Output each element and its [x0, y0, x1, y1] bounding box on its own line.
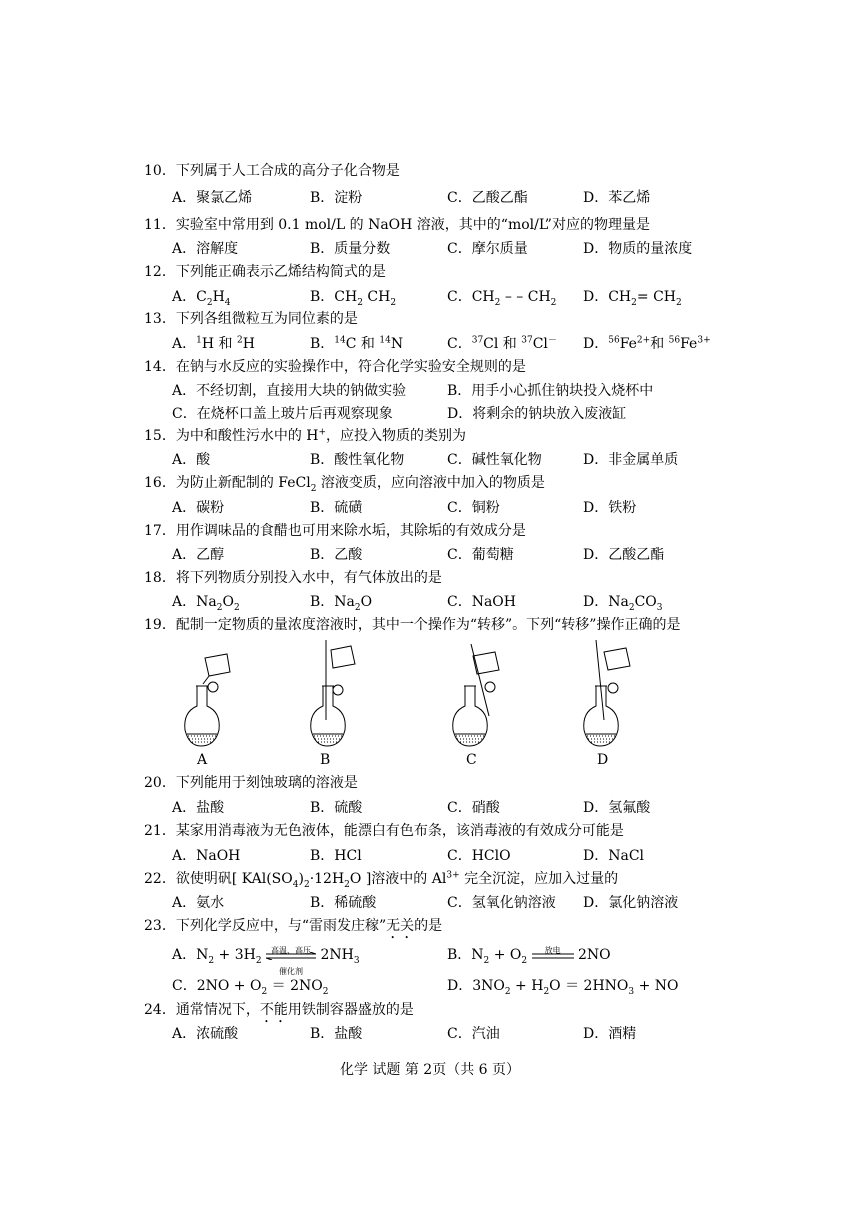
- q13-option-c: C．$^{37}$Cl 和 $^{37}$Cl－: [447, 335, 557, 352]
- question-22: 22．欲使明矾[ $KAl(SO_4)_2\cdot 12H_2O$ ]溶液中的 $Al^{3+}$ 完全沉淀，应加入过量的: [144, 870, 619, 890]
- q22-option-d: D．氯化钠溶液: [583, 895, 679, 911]
- page-footer: 化学 试题 第 2页（共 6 页）: [339, 1062, 521, 1078]
- figure-label-a: A: [197, 752, 208, 768]
- q14-option-a: A．不经切割，直接用大块的钠做实验: [172, 383, 407, 399]
- q14-option-d: D．将剩余的钠块放入废液缸: [447, 406, 627, 422]
- reversible-arrow-icon: [266, 946, 316, 976]
- q18-option-b: B．$Na_2O$: [310, 594, 373, 613]
- q24-option-d: D．酒精: [583, 1026, 637, 1042]
- apparatus-figure-b: [305, 640, 365, 752]
- q16-option-b: B．硫磺: [310, 500, 363, 516]
- q17-option-b: B．乙酸: [310, 547, 363, 563]
- q16-option-d: D．铁粉: [583, 500, 637, 516]
- q20-option-a: A．盐酸: [172, 800, 225, 816]
- q12-option-c: C．$CH_2$ – – $CH_2$: [447, 289, 557, 308]
- q16-option-a: A．碳粉: [172, 500, 225, 516]
- q20-option-c: C．硝酸: [447, 800, 500, 816]
- q13-option-a: A．$^1$H 和 $^2$H: [172, 335, 255, 352]
- q21-option-d: D．NaCl: [583, 848, 645, 864]
- apparatus-figure-c: [445, 640, 515, 752]
- q18-option-c: C．NaOH: [447, 594, 516, 610]
- q10-option-b: B．淀粉: [310, 190, 363, 206]
- q13-option-b: B．$^{14}$C 和 $^{14}$N: [310, 335, 404, 352]
- arrow-condition-top: 高温、高压: [271, 946, 312, 955]
- q22-option-c: C．氢氧化钠溶液: [447, 895, 556, 911]
- q14-option-c: C．在烧杯口盖上玻片后再观察现象: [172, 406, 393, 422]
- q24-option-c: C．汽油: [447, 1026, 500, 1042]
- q11-option-d: D．物质的量浓度: [583, 241, 693, 257]
- q17-option-a: A．乙醇: [172, 547, 225, 563]
- q10-option-a: A．聚氯乙烯: [172, 190, 253, 206]
- q17-option-c: C．葡萄糖: [447, 547, 514, 563]
- q24-option-a: A．浓硫酸: [172, 1026, 239, 1042]
- q12-option-d: D．$CH_2= CH_2$: [583, 289, 682, 308]
- q18-option-a: A．$Na_2O_2$: [172, 594, 240, 613]
- question-14: 14．在钠与水反应的实验操作中，符合化学实验安全规则的是: [144, 359, 526, 375]
- q18-option-d: D．$Na_2CO_3$: [583, 594, 663, 613]
- q11-option-b: B．质量分数: [310, 241, 391, 257]
- question-24: 24．通常情况下，不能用铁制容器盛放的是: [144, 1002, 414, 1018]
- q15-option-a: A．酸: [172, 452, 211, 468]
- question-23: 23．下列化学反应中，与“雷雨发庄稼”无关的是: [144, 918, 443, 934]
- q11-option-c: C．摩尔质量: [447, 241, 528, 257]
- figure-label-b: B: [320, 752, 331, 768]
- q15-option-d: D．非金属单质: [583, 452, 679, 468]
- question-10: 10．下列属于人工合成的高分子化合物是: [144, 163, 400, 179]
- q23-option-a: A．$N_2 + 3H_2$ 高温、高压 催化剂 $2NH_3$: [172, 946, 360, 964]
- figure-label-d: D: [597, 752, 609, 768]
- q12-option-a: A．$C_2H_4$: [172, 289, 231, 308]
- q10-option-c: C．乙酸乙酯: [447, 190, 528, 206]
- figure-label-c: C: [466, 752, 477, 768]
- question-19: 19．配制一定物质的量浓度溶液时，其中一个操作为“转移”。下列“转移”操作正确的是: [144, 617, 681, 633]
- q12-option-b: B．$CH_2$ $CH_2$: [310, 289, 397, 308]
- q23-option-b: B．$N_2 + O_2$ 放电 2NO: [447, 946, 611, 964]
- q22-option-b: B．稀硫酸: [310, 895, 377, 911]
- equals-arrow-icon: [532, 946, 574, 964]
- q20-option-d: D．氢氟酸: [583, 800, 651, 816]
- q16-option-c: C．铜粉: [447, 500, 500, 516]
- q23-option-d: D．$3NO_2 + H_2O = 2HNO_3$ + NO: [447, 978, 679, 997]
- q22-option-a: A．氨水: [172, 895, 225, 911]
- q21-option-a: A．NaOH: [172, 848, 241, 864]
- question-17: 17．用作调味品的食醋也可用来除水垢，其除垢的有效成分是: [144, 523, 526, 539]
- question-20: 20．下列能用于刻蚀玻璃的溶液是: [144, 775, 358, 791]
- question-12: 12．下列能正确表示乙烯结构简式的是: [144, 264, 386, 280]
- question-16: 16．为防止新配制的 FeCl$_2$ 溶液变质，应向溶液中加入的物质是: [144, 475, 545, 494]
- q20-option-b: B．硫酸: [310, 800, 363, 816]
- arrow-condition-top-b: 放电: [544, 946, 561, 955]
- question-18: 18．将下列物质分别投入水中，有气体放出的是: [144, 570, 442, 586]
- q14-option-b: B．用手小心抓住钠块投入烧杯中: [447, 383, 654, 399]
- q11-option-a: A．溶解度: [172, 241, 239, 257]
- q17-option-d: D．乙酸乙酯: [583, 547, 665, 563]
- q23-option-c: C．$2NO + O_2 = 2NO_2$: [172, 978, 329, 997]
- arrow-condition-bottom: 催化剂: [279, 967, 304, 976]
- question-15: 15．为中和酸性污水中的 H+，应投入物质的类别为: [144, 427, 467, 444]
- apparatus-figure-a: [175, 640, 245, 752]
- apparatus-figure-d: [578, 640, 648, 752]
- q13-option-d: D．$^{56}Fe^{2+}$和 $^{56}Fe^{3+}$: [583, 335, 711, 352]
- q10-option-d: D．苯乙烯: [583, 190, 651, 206]
- q15-option-c: C．碱性氧化物: [447, 452, 542, 468]
- q21-option-c: C．HClO: [447, 848, 511, 864]
- q24-option-b: B．盐酸: [310, 1026, 363, 1042]
- question-21: 21．某家用消毒液为无色液体，能漂白有色布条，该消毒液的有效成分可能是: [144, 823, 624, 839]
- question-11: 11．实验室中常用到 0.1 mol/L 的 NaOH 溶液，其中的“mol/L”对应的物理量是: [144, 217, 650, 233]
- q15-option-b: B．酸性氧化物: [310, 452, 405, 468]
- q21-option-b: B．HCl: [310, 848, 362, 864]
- question-13: 13．下列各组微粒互为同位素的是: [144, 311, 358, 327]
